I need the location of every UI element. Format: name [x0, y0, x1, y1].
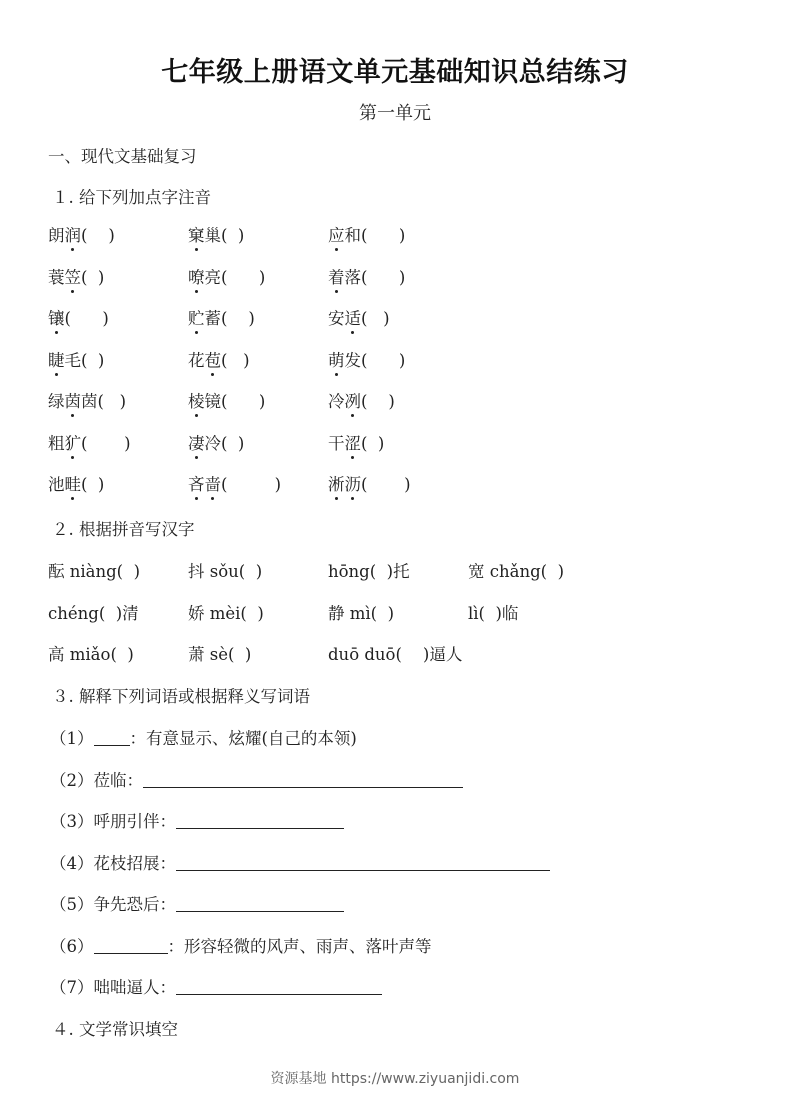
answer-blank[interactable]: ( ) — [81, 350, 105, 370]
section-heading: 一、现代文基础复习 — [48, 147, 197, 166]
pinyin-to-character-item: duō duō( )逼人 — [328, 645, 463, 664]
pinyin-to-character-item: 酝 niàng( ) — [48, 562, 141, 581]
pinyin-to-character-item: 娇 mèi( ) — [188, 603, 264, 623]
definition-item: （5）争先恐后： — [50, 891, 344, 915]
pinyin-to-character-item: 静 mì( ) — [328, 603, 395, 623]
definition-item: （3）呼朋引伴： — [50, 808, 344, 832]
pinyin-to-character-item: chéng( )清 — [48, 603, 139, 623]
question-2-heading: ２. 根据拼音写汉字 — [52, 520, 195, 539]
pinyin-item: 粗犷( ) — [48, 430, 131, 454]
unit-subtitle: 第一单元 — [359, 103, 431, 124]
answer-blank[interactable]: ( ) — [361, 350, 406, 370]
definition-item: （4）花枝招展： — [50, 850, 550, 874]
question-4-heading: ４. 文学常识填空 — [52, 1020, 178, 1039]
answer-blank[interactable]: ( ) — [97, 392, 127, 411]
pinyin-item: 花苞( ) — [188, 347, 250, 371]
pinyin-item: 冷冽( ) — [328, 388, 395, 412]
answer-blank[interactable]: ( ) — [81, 475, 105, 494]
answer-blank[interactable]: ( ) — [221, 267, 266, 287]
answer-blank[interactable]: ( ) — [361, 475, 411, 494]
pinyin-item: 干涩( ) — [328, 430, 384, 454]
answer-line[interactable] — [94, 937, 168, 954]
pinyin-item: 窠巢( ) — [188, 222, 244, 246]
pinyin-to-character-item: 宽 chǎng( ) — [468, 562, 565, 581]
answer-blank[interactable]: ( ) — [221, 309, 255, 328]
pinyin-item: 凄冷( ) — [188, 430, 244, 454]
answer-line[interactable] — [176, 812, 344, 829]
definition-item: （6） ：形容轻微的风声、雨声、落叶声等 — [50, 936, 432, 956]
answer-blank[interactable]: ( ) — [361, 267, 406, 287]
pinyin-to-character-item: lì( )临 — [468, 603, 519, 623]
pinyin-item: 池畦( ) — [48, 471, 104, 495]
answer-line[interactable] — [176, 895, 344, 912]
pinyin-item: 萌发( ) — [328, 347, 405, 371]
definition-item: （7）咄咄逼人： — [50, 974, 382, 998]
answer-blank[interactable]: ( ) — [221, 475, 282, 494]
answer-blank[interactable]: ( ) — [221, 392, 266, 411]
definition-item: （2）莅临： — [50, 767, 463, 791]
answer-line[interactable] — [94, 729, 130, 746]
pinyin-item: 嘹亮( ) — [188, 264, 265, 288]
answer-blank[interactable]: ( ) — [81, 267, 105, 287]
answer-blank[interactable]: ( ) — [64, 309, 109, 328]
page-title: 七年级上册语文单元基础知识总结练习 — [161, 57, 629, 88]
pinyin-item: 安适( ) — [328, 305, 390, 329]
pinyin-to-character-item: 抖 sǒu( ) — [188, 562, 263, 581]
pinyin-to-character-item: hōng( )托 — [328, 562, 410, 581]
answer-blank[interactable]: ( ) — [221, 350, 250, 370]
answer-line[interactable] — [143, 771, 463, 788]
answer-line[interactable] — [176, 854, 550, 871]
answer-blank[interactable]: ( ) — [81, 433, 131, 453]
answer-blank[interactable]: ( ) — [81, 226, 115, 245]
pinyin-item: 绿茵茵( ) — [48, 388, 126, 412]
pinyin-item: 棱镜( ) — [188, 388, 265, 412]
question-3-heading: ３. 解释下列词语或根据释义写词语 — [52, 687, 310, 706]
pinyin-to-character-item: 高 miǎo( ) — [48, 645, 134, 664]
answer-blank[interactable]: ( ) — [221, 226, 245, 245]
footer-watermark: 资源基地 https://www.ziyuanjidi.com — [270, 1071, 520, 1087]
pinyin-item: 朗润( ) — [48, 222, 115, 246]
pinyin-item: 淅沥( ) — [328, 471, 411, 495]
question-1-heading: １. 给下列加点字注音 — [52, 188, 211, 207]
pinyin-to-character-item: 萧 sè( ) — [188, 645, 252, 664]
pinyin-item: 蓑笠( ) — [48, 264, 104, 288]
pinyin-item: 睫毛( ) — [48, 347, 104, 371]
answer-blank[interactable]: ( ) — [361, 309, 390, 328]
answer-line[interactable] — [176, 978, 382, 995]
pinyin-item: 应和( ) — [328, 222, 405, 246]
definition-item: （1） ：有意显示、炫耀(自己的本领) — [50, 729, 357, 748]
pinyin-item: 镶( ) — [48, 305, 109, 329]
answer-blank[interactable]: ( ) — [361, 226, 406, 245]
answer-blank[interactable]: ( ) — [221, 433, 245, 453]
pinyin-item: 贮蓄( ) — [188, 305, 255, 329]
pinyin-item: 着落( ) — [328, 264, 405, 288]
pinyin-item: 吝啬( ) — [188, 471, 281, 495]
answer-blank[interactable]: ( ) — [361, 433, 385, 453]
answer-blank[interactable]: ( ) — [361, 392, 395, 411]
